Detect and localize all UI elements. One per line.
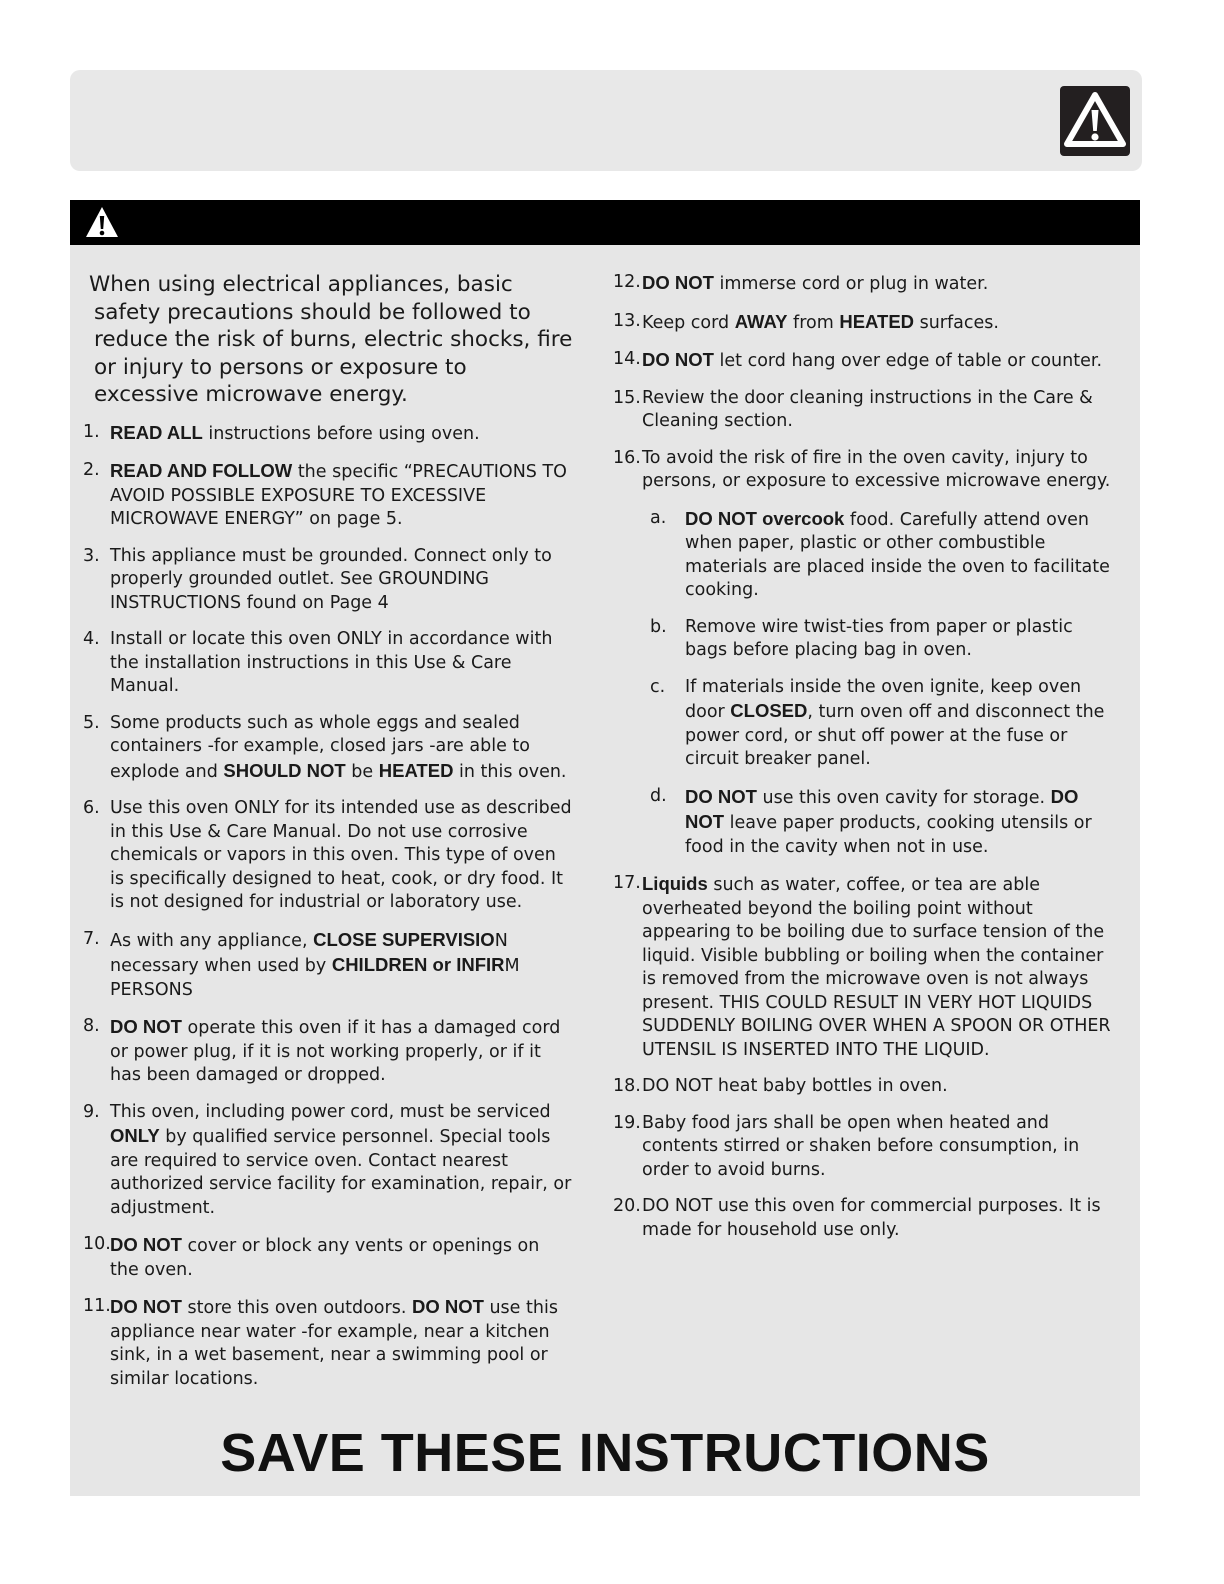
sub-list-item: d. DO NOT use this oven cavity for storage. DO NOT leave paper products, cooking utensils or food in the cavity when not in use. [650, 785, 1092, 857]
list-item: 6. Use this oven ONLY for its intended use as described in this Use & Care Manual. Do not use corrosive chemicals or vapors in this oven. This type of oven is specifically designed to heat, cook, or dry food. It is not designed for industrial or laboratory use. [83, 798, 572, 912]
list-item: 19. Baby food jars shall be open when heated and contents stirred or shaken before consumption, in order to avoid burns. [613, 1112, 1080, 1180]
header-box [70, 70, 1142, 171]
footer-heading: SAVE THESE INSTRUCTIONS [220, 1423, 990, 1483]
list-item: 12. DO NOT immerse cord or plug in water. [613, 272, 989, 294]
list-item: 20. DO NOT use this oven for commercial purposes. It is made for household use only. [613, 1196, 1101, 1240]
list-item: 14. DO NOT let cord hang over edge of table or counter. [613, 349, 1103, 371]
warning-icon [84, 205, 120, 239]
list-item: 13. Keep cord AWAY from HEATED surfaces. [613, 310, 999, 333]
list-item: 3. This appliance must be grounded. Connect only to properly grounded outlet. See GROUNDING INSTRUCTIONS found on Page 4 [83, 545, 552, 613]
sub-list-item: c. If materials inside the oven ignite, keep oven door CLOSED, turn oven off and disconnect the power cord, or shut off power at the fuse or circuit breaker panel. [650, 676, 1105, 769]
list-item: 8. DO NOT operate this oven if it has a damaged cord or power plug, if it is not working properly, or if it has been damaged or dropped. [83, 1016, 561, 1085]
instructions-panel [70, 245, 1140, 1496]
list-item: 9. This oven, including power cord, must be serviced ONLY by qualified service personnel. Special tools are required to service oven. Contact nearest authorized service facility for examination, repair, or adjustment. [83, 1101, 572, 1218]
list-item: 15. Review the door cleaning instructions in the Care & Cleaning section. [613, 387, 1093, 431]
list-item: 7. As with any appliance, CLOSE SUPERVISION necessary when used by CHILDREN or INFIRM PERSONS [83, 928, 520, 1000]
section-header-bar [70, 200, 1140, 245]
left-column [83, 271, 573, 1404]
intro-paragraph: When using electrical appliances, basic safety precautions should be followed to reduce the risk of burns, electric shocks, fire or injury to persons or exposure to excessive microwave energy. [89, 272, 573, 407]
sub-list-item: b. Remove wire twist-ties from paper or plastic bags before placing bag in oven. [650, 616, 1073, 660]
list-item: 4. Install or locate this oven ONLY in accordance with the installation instructions in this Use & Care Manual. [83, 629, 553, 696]
warning-icon [1060, 86, 1130, 156]
right-column [613, 271, 1113, 1255]
list-item: 10. DO NOT cover or block any vents or openings on the oven. [83, 1234, 540, 1280]
list-item: 16. To avoid the risk of fire in the oven cavity, injury to persons, or exposure to excessive microwave energy. [613, 447, 1111, 491]
list-item: 17. Liquids such as water, coffee, or tea are able overheated beyond the boiling point without appearing to be boiling due to surface tension of the liquid. Visible bubbling or boiling when the container is removed from the microwave oven is not always present. THIS COULD RESULT IN VERY HOT LIQUIDS SUDDENLY BOILING OVER WHEN A SPOON OR OTHER UTENSIL IS INSERTED INTO THE LIQUID. [613, 873, 1111, 1060]
list-item: 11. DO NOT store this oven outdoors. DO NOT use this appliance near water -for example, near a kitchen sink, in a wet basement, near a swimming pool or similar locations. [83, 1296, 558, 1389]
list-item: 1. READ ALL instructions before using oven. [83, 421, 480, 444]
sub-list-item: a. DO NOT overcook food. Carefully attend oven when paper, plastic or other combustible materials are placed inside the oven to facilitate cooking. [650, 507, 1110, 600]
list-item: 5. Some products such as whole eggs and sealed containers -for example, closed jars -are able to explode and SHOULD NOT be HEATED in this oven. [83, 712, 567, 782]
list-item: 18. DO NOT heat baby bottles in oven. [613, 1076, 948, 1096]
list-item: 2. READ AND FOLLOW the specific “PRECAUTIONS TO AVOID POSSIBLE EXPOSURE TO EXCESSIVE MICROWAVE ENERGY” on page 5. [83, 460, 567, 529]
